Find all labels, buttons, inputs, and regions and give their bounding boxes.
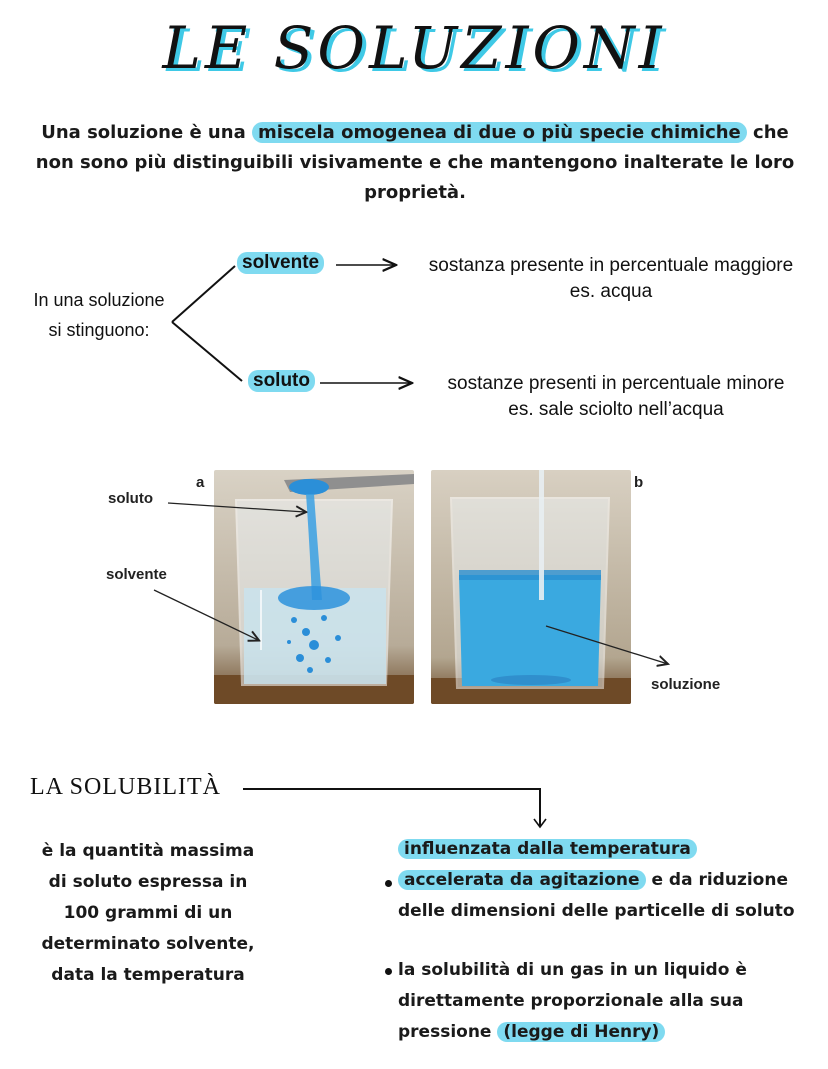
- panel-a-label: a: [196, 474, 205, 491]
- term-soluto: soluto: [248, 370, 315, 392]
- label-soluto: soluto: [108, 490, 153, 507]
- bullet-2-line1: la solubilità di un gas in un liquido è: [398, 960, 747, 980]
- bullet-1-highlight: accelerata da agitazione: [398, 870, 646, 890]
- lead-line-1: In una soluzione: [33, 290, 165, 310]
- bullet-2-highlight: (legge di Henry): [497, 1022, 665, 1042]
- term-solvente: solvente: [237, 252, 324, 274]
- definition-line: data la temperatura: [51, 965, 245, 985]
- connector-line: [243, 789, 540, 826]
- intro-post: che non sono più distinguibili visivamente e che mantengono inalterate le loro proprietà.: [35, 122, 795, 203]
- bullet-1-rest: e da riduzione: [645, 870, 788, 890]
- label-soluzione: soluzione: [651, 676, 721, 693]
- bullet-2-pre: pressione: [398, 1022, 498, 1042]
- page-title: LE SOLUZIONI: [162, 14, 666, 82]
- definition-line: 100 grammi di un: [63, 903, 233, 923]
- intro-highlight: miscela omogenea di due o più specie chimiche: [252, 122, 747, 143]
- solubility-title: LA SOLUBILITÀ: [30, 774, 221, 800]
- influenced-line: [398, 834, 697, 865]
- def-solvente-line2: es. acqua: [569, 281, 653, 302]
- solubility-definition: [28, 836, 268, 991]
- bullet-2: [398, 955, 818, 1048]
- panel-b-label: b: [634, 474, 644, 491]
- bullet-1-line2: delle dimensioni delle particelle di soluto: [398, 901, 795, 921]
- bullet-2-line2: direttamente proporzionale alla sua: [398, 991, 744, 1011]
- def-soluto-line2: es. sale sciolto nell’acqua: [508, 399, 724, 420]
- definition-line: determinato solvente,: [41, 934, 255, 954]
- def-soluto-line1: sostanze presenti in percentuale minore: [447, 373, 785, 394]
- def-solvente-line1: sostanza presente in percentuale maggiore: [428, 255, 794, 276]
- definition-line: è la quantità massima: [41, 841, 255, 861]
- lead-line-2: si stinguono:: [48, 320, 150, 340]
- intro-pre: Una soluzione è una: [41, 122, 252, 143]
- bullet-1: [398, 865, 818, 927]
- label-solvente: solvente: [106, 566, 167, 583]
- definition-line: di soluto espressa in: [48, 872, 248, 892]
- influenced-highlight: influenzata dalla temperatura: [398, 839, 697, 859]
- bullet-dot-2: [385, 968, 392, 975]
- bullet-dot-1: [385, 880, 392, 887]
